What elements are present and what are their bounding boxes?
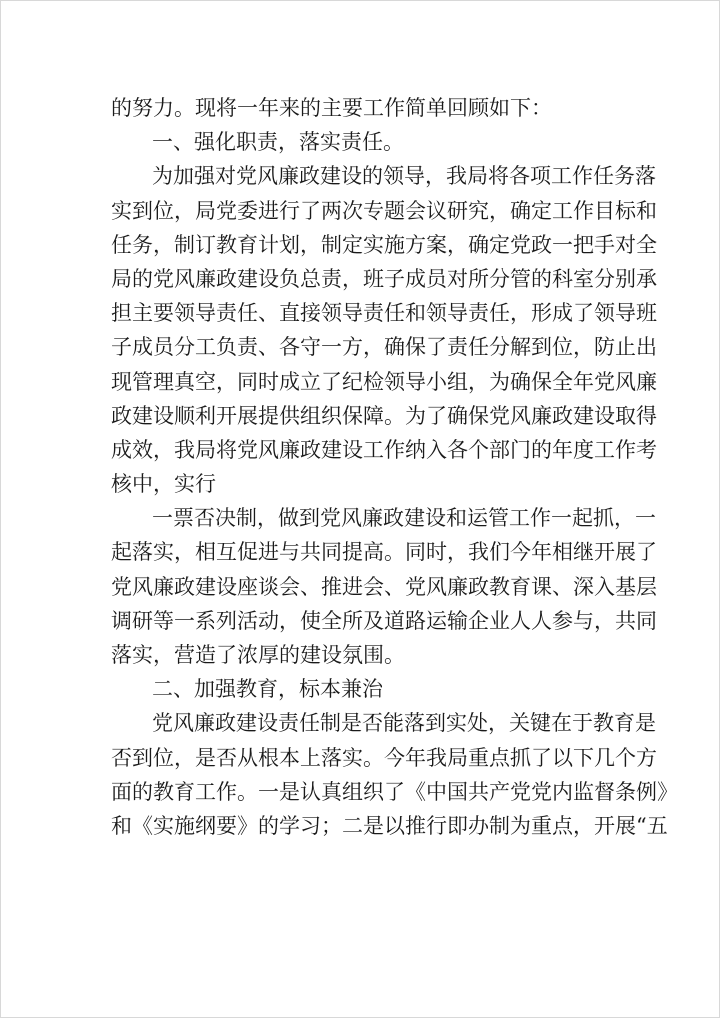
document-body [111, 91, 678, 843]
text-line: 任务，制订教育计划，制定实施方案，确定党政一把手对全 [111, 232, 657, 257]
text-line: 调研等一系列活动，使全所及道路运输企业人人参与，共同 [111, 608, 657, 633]
text-line: 成效，我局将党风廉政建设工作纳入各个部门的年度工作考 [111, 437, 657, 462]
text-line: 政建设顺利开展提供组织保障。为了确保党风廉政建设取得 [111, 403, 657, 428]
text-line: 局的党风廉政建设负总责，班子成员对所分管的科室分别承 [111, 266, 657, 291]
heading-text: 一、强化职责，落实责任。 [152, 130, 404, 155]
text-line: 核中，实行 [111, 472, 216, 497]
text-line: 否到位，是否从根本上落实。今年我局重点抓了以下几个方 [111, 745, 657, 770]
heading-text: 二、加强教育，标本兼治 [152, 677, 383, 702]
section-heading-2 [111, 672, 613, 706]
text-line: 一票否决制，做到党风廉政建设和运管工作一起抓，一 [152, 506, 656, 531]
text-line: 的努力。现将一年来的主要工作简单回顾如下： [111, 96, 552, 120]
text-line: 为加强对党风廉政建设的领导，我局将各项工作任务落 [152, 164, 656, 189]
text-line: 落实，营造了浓厚的建设氛围。 [111, 643, 405, 667]
text-line: 党风廉政建设责任制是否能落到实处，关键在于教育是 [152, 711, 656, 736]
paragraph-education [111, 706, 678, 843]
paragraph-continuation [111, 91, 613, 125]
text-line: 起落实，相互促进与共同提高。同时，我们今年相继开展了 [111, 540, 657, 565]
text-line: 和《实施纲要》的学习；二是以推行即办制为重点，开展“五 [111, 813, 668, 838]
text-line: 实到位，局党委进行了两次专题会议研究，确定工作目标和 [111, 198, 657, 223]
paragraph-one-vote-veto [111, 501, 657, 672]
text-line: 现管理真空，同时成立了纪检领导小组，为确保全年党风廉 [111, 369, 657, 394]
text-line: 子成员分工负责、各守一方，确保了责任分解到位，防止出 [111, 335, 657, 360]
paragraph-responsibility [111, 159, 657, 501]
text-line: 面的教育工作。一是认真组织了《中国共产党党内监督条例》 [111, 779, 678, 804]
text-line: 党风廉政建设座谈会、推进会、党风廉政教育课、深入基层 [111, 574, 657, 599]
text-line: 担主要领导责任、直接领导责任和领导责任，形成了领导班 [111, 301, 657, 326]
section-heading-1 [111, 125, 613, 159]
